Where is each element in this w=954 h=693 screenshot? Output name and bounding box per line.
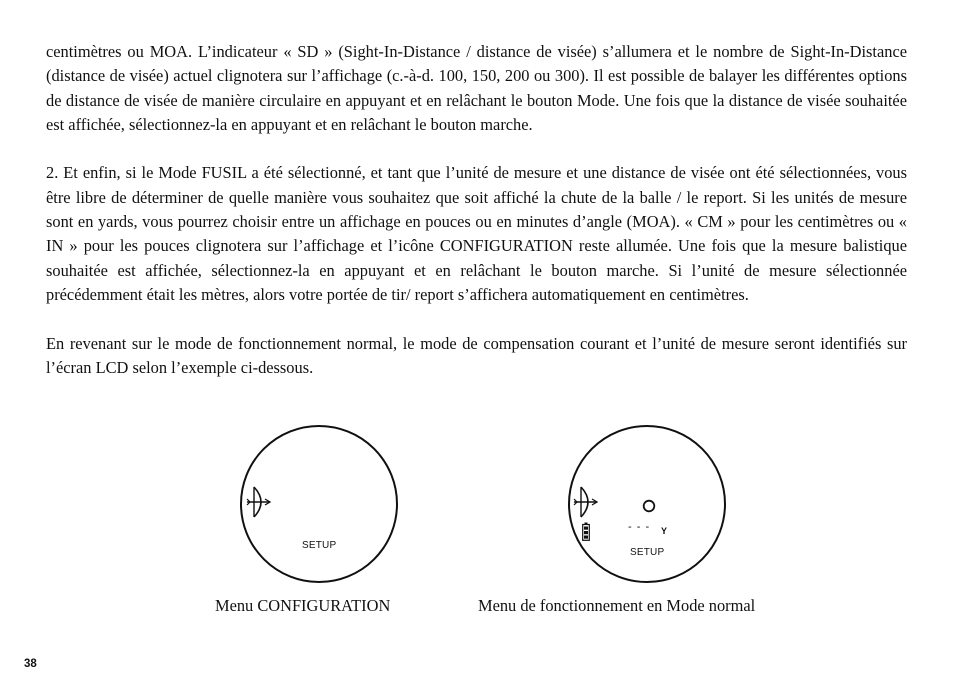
dash-readout: - - - bbox=[628, 521, 651, 533]
ring-icon bbox=[642, 499, 656, 513]
setup-label: SETUP bbox=[630, 547, 665, 558]
bow-icon bbox=[246, 485, 272, 519]
unit-yards-label: Y bbox=[661, 526, 668, 536]
figure-caption-setup-menu: Menu CONFIGURATION bbox=[215, 596, 391, 615]
figure-caption-normal-mode: Menu de fonctionnement en Mode normal bbox=[478, 596, 756, 615]
paragraph-sight-in-distance: centimètres ou MOA. L’indicateur « SD » (Sight-In-Distance / distance de visée) s’allumera et le nombre de Sight-In-Distance (distance de visée) actuel clignotera sur l’affichage (c.-à-d. 100, 150, 200 ou 300). Il est possible de balayer les différentes options de distance de visée de manière circulaire en appuyant et en relâchant le bouton Mode. Une fois que la distance de visée souhaitée est affichée, sélectionnez-la en appuyant et en relâchant le bouton marche. bbox=[46, 42, 907, 134]
setup-label: SETUP bbox=[302, 540, 337, 551]
battery-icon bbox=[582, 522, 590, 541]
bow-icon bbox=[573, 485, 599, 519]
lcd-display-setup-menu bbox=[240, 425, 398, 583]
body-text bbox=[46, 40, 907, 380]
page-number: 38 bbox=[24, 658, 37, 670]
paragraph-normal-mode: En revenant sur le mode de fonctionnement normal, le mode de compensation courant et l’unité de mesure seront identifiés sur l’écran LCD selon l’exemple ci-dessous. bbox=[46, 333, 907, 377]
lcd-display-normal-mode bbox=[568, 425, 726, 583]
paragraph-rifle-mode: 2. Et enfin, si le Mode FUSIL a été sélectionné, et tant que l’unité de mesure et une distance de visée ont été sélectionnées, vous être libre de déterminer de quelle manière vous souhaitez que soit affiché la chute de la balle / le report. Si les unités de mesure sont en yards, vous pourrez choisir entre un affichage en pouces ou en minutes d’angle (MOA). « CM » pour les centimètres ou « IN » pour les pouces clignotera sur l’affichage et l’icône CONFIGURATION reste allumée. Une fois que la mesure balistique souhaitée est affichée, sélectionnez-la en appuyant et en relâchant le bouton marche. Si l’unité de mesure sélectionnée précédemment était les mètres, alors votre portée de tir/ report s’affichera automatiquement en centimètres. bbox=[46, 163, 907, 304]
